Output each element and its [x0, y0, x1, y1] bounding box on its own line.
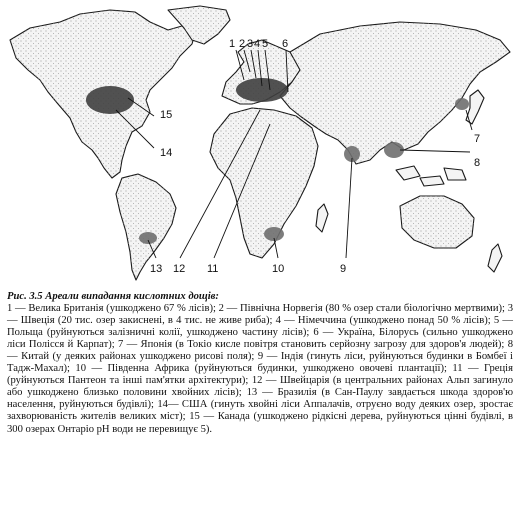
area-europe: [236, 78, 288, 102]
madagascar-landmass: [316, 204, 328, 232]
label-area-7: 7: [474, 133, 481, 145]
label-area-11: 11: [207, 263, 219, 275]
label-area-13: 13: [150, 263, 163, 275]
leader-line-8: [400, 150, 470, 152]
area-canada-usa: [86, 86, 134, 114]
africa-landmass: [210, 108, 318, 258]
label-area-5: 5: [262, 38, 269, 50]
label-area-15: 15: [160, 109, 173, 121]
label-area-2: 2: [239, 38, 246, 50]
label-area-3: 3: [247, 38, 254, 50]
caption-body: 1 — Велика Британія (ушкоджено 67 % лісів); 2 — Північна Норвегія (80 % озер стали біологічно мертвими); 3 — Швеція (20 тис. озер закиснені, в 4 тис. не живе риба); 4 — Німеччина (ушкоджено понад 50 % лісів); 5 — Польща (руйнуються залізничні колії, ушкоджено частину лісів); 6 — Україна, Білорусь (сильно ушкоджено ліси Полісся й Карпат); 7 — Японія (в Токіо кисле повітря становить серйозну загрозу для здоров'я людей); 8 — Китай (у деяких районах ушкоджено рисові поля); 9 — Індія (гинуть ліси, руйнуються будинки в Бомбеї і Тадж-Махал); 10 — Південна Африка (руйнуються будинки, ушкоджено овочеві плантації); 11 — Греція (руйнуються Пантеон та інші пам'ятки архітектури); 12 — Швейцарія (в центральних районах Альп загинуло або ушкоджено близько половини хвойних лісів); 13 — Бразилія (в Сан-Паулу завдається шкода здоров'ю населення, руйнуються будівлі); 14— США (гинуть хвойні ліси Аппалачів, отруєно воду деяких озер, зростає захворюваність жителів великих міст); 15 — Канада (ушкоджено рідкісні дерева, руйнуються цінні будівлі, в 300 озерах Онтаріо pH води не перевищує 5).: [7, 303, 513, 435]
label-area-8: 8: [474, 157, 481, 169]
figure-caption: [7, 291, 513, 436]
new-zealand-landmass: [488, 244, 502, 272]
leader-line-9: [346, 158, 352, 258]
label-area-12: 12: [173, 263, 186, 275]
area-brazil: [139, 232, 157, 244]
south-america-landmass: [116, 174, 176, 280]
label-area-4: 4: [254, 38, 261, 50]
label-area-9: 9: [340, 263, 347, 275]
label-area-6: 6: [282, 38, 289, 50]
label-area-14: 14: [160, 147, 173, 159]
indonesia-islands: [396, 166, 466, 186]
label-area-1: 1: [229, 38, 236, 50]
australia-landmass: [400, 196, 474, 248]
caption-title: Рис. 3.5 Ареали випадання кислотних дощів:: [7, 291, 219, 302]
area-japan: [455, 98, 469, 110]
label-area-10: 10: [272, 263, 285, 275]
